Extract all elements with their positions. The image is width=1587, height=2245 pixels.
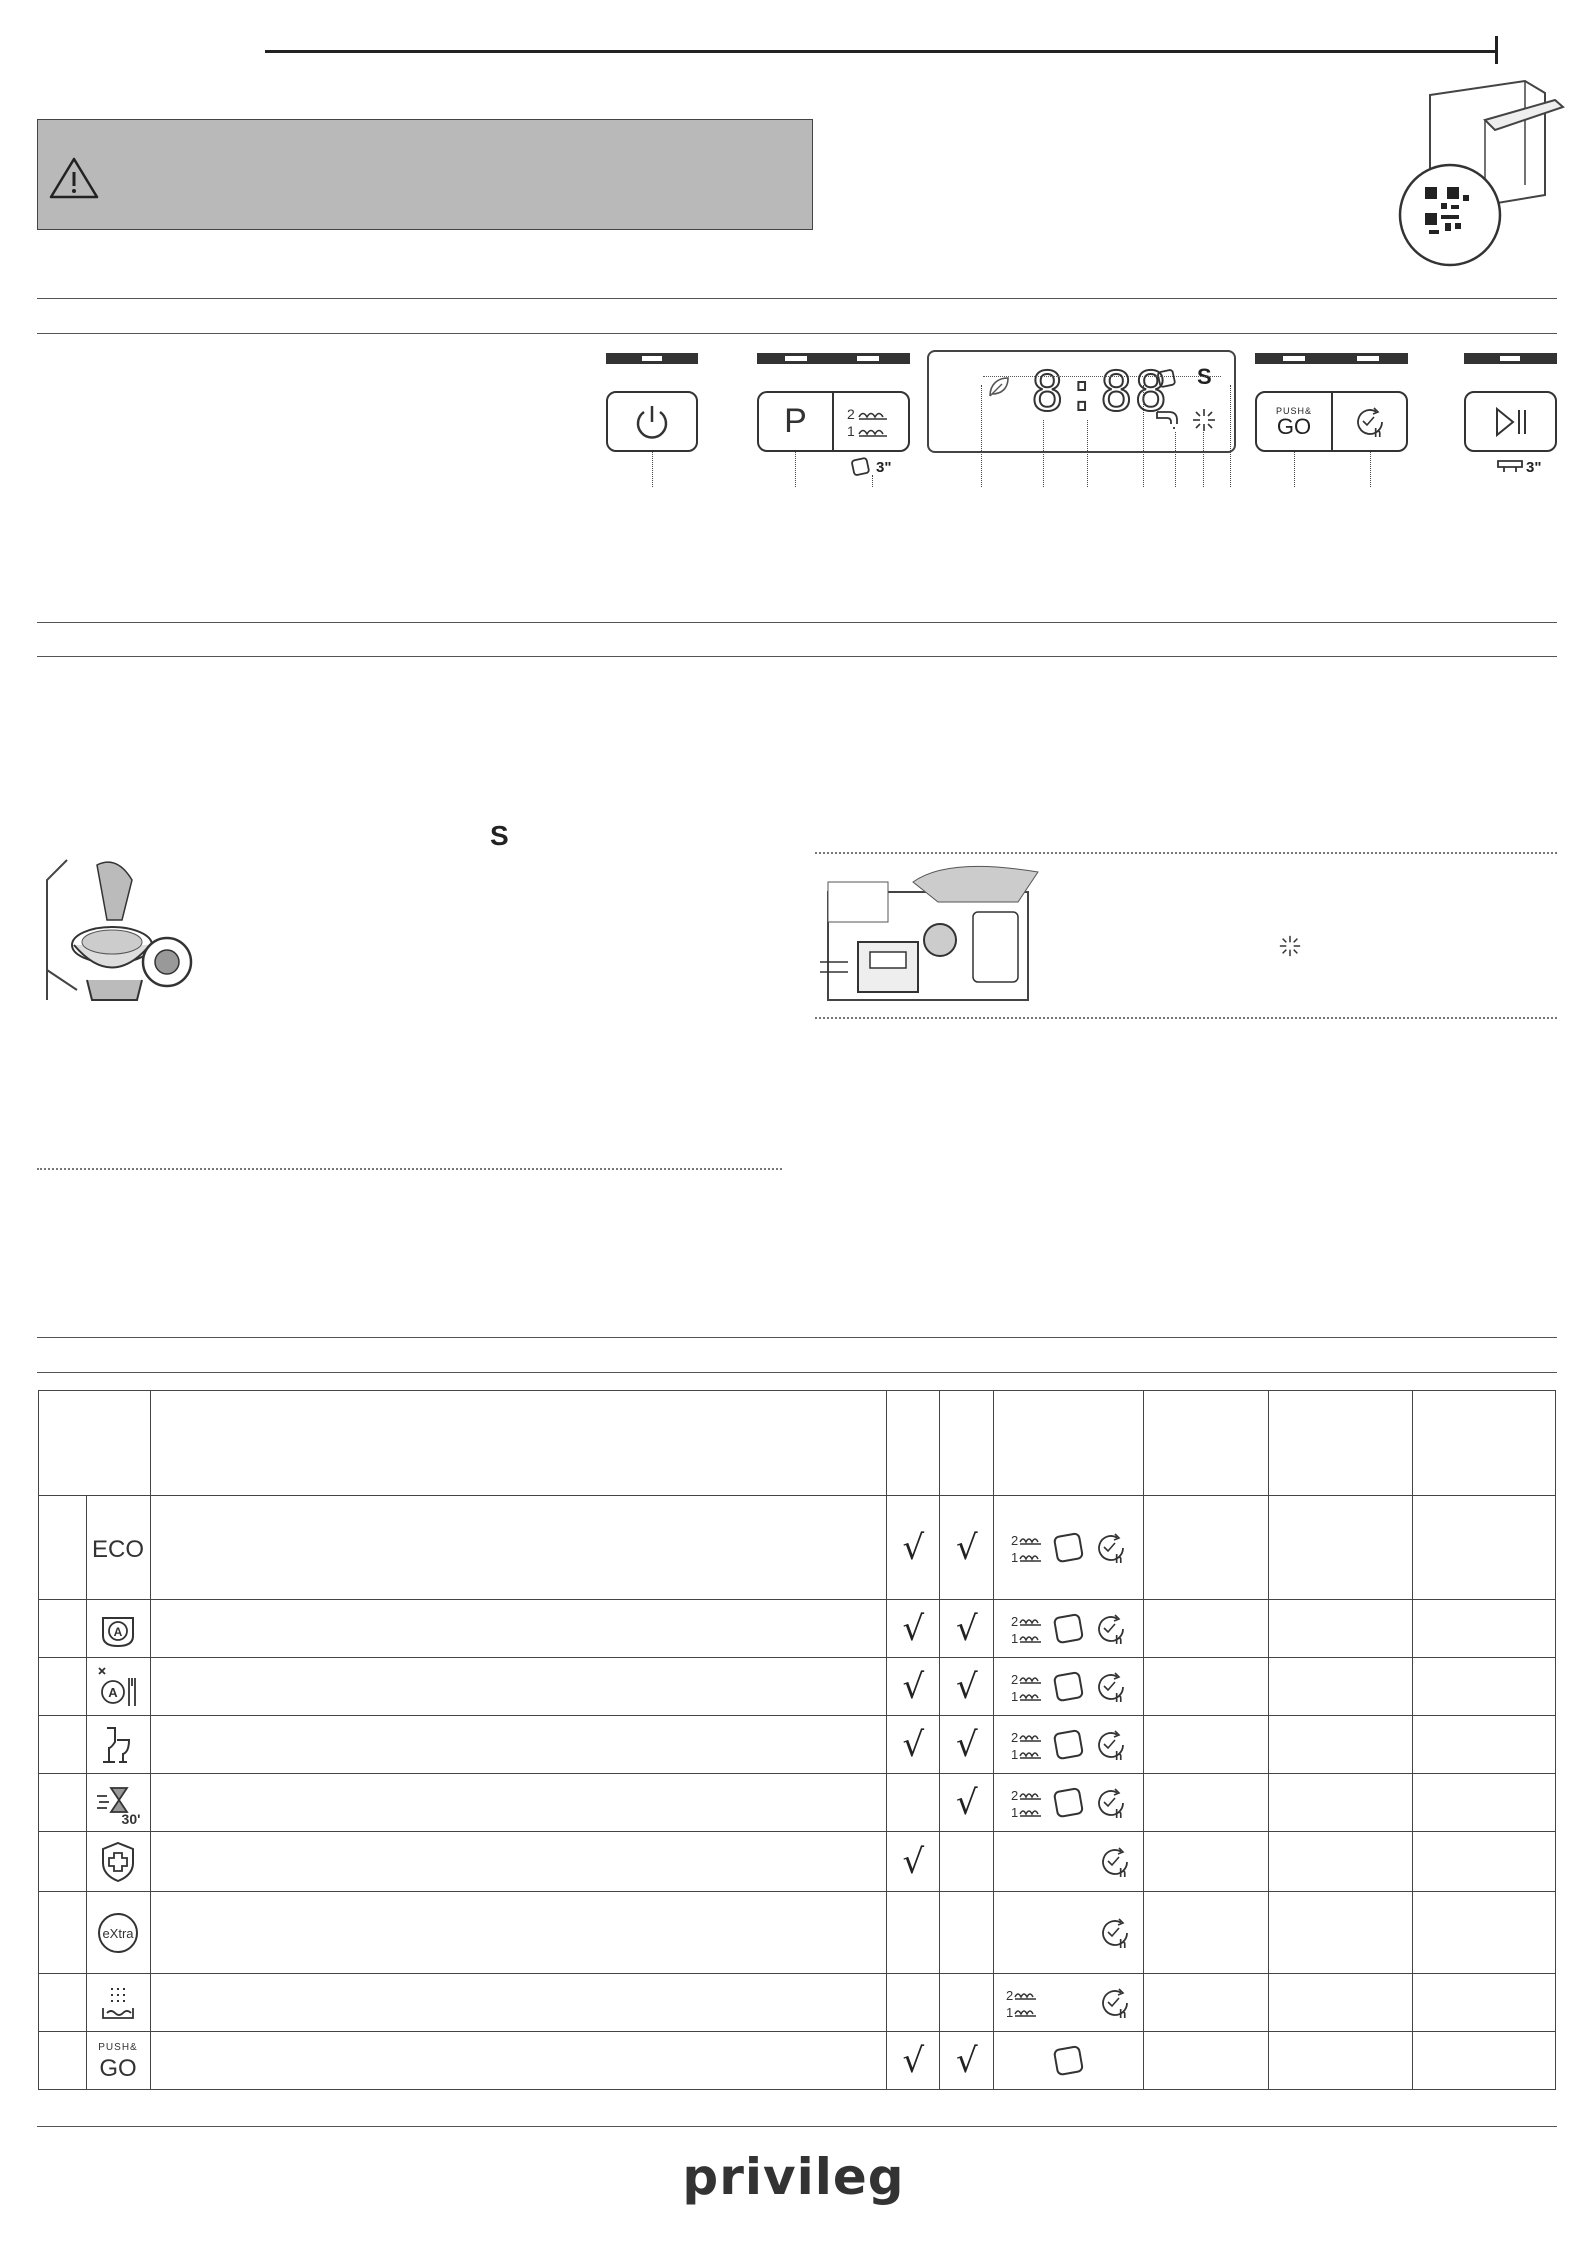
tablet-icon — [1051, 1611, 1087, 1647]
program-cap — [757, 353, 910, 364]
water-cell — [1269, 1892, 1413, 1974]
display-digits: 8:88 — [1031, 360, 1170, 423]
svg-text:h: h — [1114, 1806, 1123, 1821]
header-cell-col1 — [887, 1391, 940, 1496]
push-go-icon — [95, 2038, 141, 2084]
duration-cell — [1144, 1496, 1269, 1600]
section-rule-3 — [37, 622, 1557, 623]
extra-icon — [95, 1910, 141, 1956]
water-cell — [1269, 1774, 1413, 1832]
svg-text:30': 30' — [121, 1810, 141, 1827]
header-cell-energy — [1413, 1391, 1556, 1496]
svg-text:2: 2 — [847, 405, 855, 422]
table-row — [39, 1600, 1556, 1658]
energy-cell — [1413, 1496, 1556, 1600]
options-cell — [994, 1774, 1144, 1832]
check-cell-1: √ — [887, 1832, 940, 1892]
program-description-cell — [150, 1496, 886, 1600]
check-cell-1: √ — [887, 1600, 940, 1658]
energy-cell — [1413, 1658, 1556, 1716]
half-load-button[interactable] — [832, 391, 910, 452]
duration-cell — [1144, 1600, 1269, 1658]
salt-indicator: S — [1197, 364, 1212, 389]
half-load-icon — [1009, 1727, 1045, 1763]
tablet-indicator-icon — [1155, 368, 1179, 390]
callout-line-sparkle — [1203, 432, 1204, 487]
svg-text:PUSH&: PUSH& — [98, 2041, 139, 2053]
tablet-icon — [1051, 1727, 1087, 1763]
duration-cell — [1144, 1892, 1269, 1974]
svg-text:h: h — [1119, 2006, 1127, 2021]
tablet-hold-icon — [850, 456, 872, 478]
svg-text:h: h — [1373, 425, 1381, 440]
program-button-label: P — [784, 402, 807, 440]
section-rule-1 — [37, 298, 1557, 299]
check-cell-2: √ — [940, 1658, 994, 1716]
svg-text:2: 2 — [1010, 1613, 1019, 1629]
delay-timer-icon — [1352, 404, 1388, 440]
energy-cell — [1413, 1832, 1556, 1892]
duration-cell — [1144, 1658, 1269, 1716]
door-hold-icon — [1496, 458, 1524, 474]
svg-text:GO: GO — [99, 2054, 138, 2082]
check-cell-2: √ — [940, 2032, 994, 2090]
rinse-aid-top-rule — [815, 852, 1557, 854]
energy-cell — [1413, 1600, 1556, 1658]
callout-line-digits-2 — [1087, 420, 1088, 487]
half-load-icon — [1009, 1669, 1045, 1705]
water-cell — [1269, 1974, 1413, 2032]
program-description-cell — [150, 1832, 886, 1892]
callout-line-half-load — [872, 475, 873, 487]
play-pause-icon — [1491, 406, 1531, 438]
callout-line-rinse — [1175, 432, 1176, 487]
section-rule-2 — [37, 333, 1557, 334]
program-icon-cell — [86, 1716, 150, 1774]
program-description-cell — [150, 2032, 886, 2090]
svg-text:1: 1 — [1010, 1549, 1019, 1565]
row-number-cell — [39, 1774, 87, 1832]
duration-cell — [1144, 1774, 1269, 1832]
options-cell — [994, 1892, 1144, 1974]
eco-text-icon — [92, 1525, 145, 1571]
table-row — [39, 1716, 1556, 1774]
svg-text:eXtra: eXtra — [102, 1925, 134, 1941]
tablet-icon — [1051, 1785, 1087, 1821]
duration-cell — [1144, 1832, 1269, 1892]
display-dotted-frame — [983, 376, 1221, 377]
program-icon-cell — [86, 1774, 150, 1832]
program-button[interactable] — [757, 391, 834, 452]
tablet-icon — [1051, 1530, 1087, 1566]
water-cell — [1269, 1496, 1413, 1600]
options-cell — [994, 1974, 1144, 2032]
delay-timer-icon — [1097, 1844, 1133, 1880]
check-cell-1 — [887, 1892, 940, 1974]
svg-text:2: 2 — [1006, 1987, 1014, 2003]
half-load-icon — [845, 404, 897, 440]
tablet-icon — [1051, 2043, 1087, 2079]
program-description-cell — [150, 1774, 886, 1832]
program-description-cell — [150, 1658, 886, 1716]
table-row — [39, 1892, 1556, 1974]
svg-text:h: h — [1114, 1551, 1123, 1566]
callout-line-digits-1 — [1043, 420, 1044, 487]
table-header-row — [39, 1391, 1556, 1496]
check-cell-2 — [940, 1892, 994, 1974]
row-number-cell — [39, 1600, 87, 1658]
svg-text:1: 1 — [1010, 1804, 1019, 1820]
auto-program-icon — [95, 1606, 141, 1652]
check-cell-2: √ — [940, 1716, 994, 1774]
svg-text:2: 2 — [1010, 1671, 1019, 1687]
delay-timer-button[interactable] — [1331, 391, 1408, 452]
section-rule-6 — [37, 1372, 1557, 1373]
svg-text:h: h — [1119, 1936, 1127, 1951]
rinse-aid-bottom-rule — [815, 1017, 1557, 1019]
table-row — [39, 2032, 1556, 2090]
check-cell-2: √ — [940, 1496, 994, 1600]
callout-line-eco — [981, 385, 982, 487]
row-number-cell — [39, 1892, 87, 1974]
check-cell-1 — [887, 1974, 940, 2032]
quick-30-icon — [95, 1780, 141, 1826]
program-description-cell — [150, 1600, 886, 1658]
warning-box — [37, 119, 813, 230]
water-cell — [1269, 1658, 1413, 1716]
program-description-cell — [150, 1892, 886, 1974]
check-cell-2 — [940, 1832, 994, 1892]
energy-cell — [1413, 1892, 1556, 1974]
check-cell-1 — [887, 1774, 940, 1832]
row-number-cell — [39, 2032, 87, 2090]
svg-text:2: 2 — [1010, 1787, 1019, 1803]
delay-timer-icon — [1093, 1611, 1129, 1647]
glass-care-icon — [95, 1722, 141, 1768]
check-cell-2: √ — [940, 1600, 994, 1658]
auto-sparkle-cutlery-icon — [95, 1664, 141, 1710]
energy-cell — [1413, 1974, 1556, 2032]
warning-triangle-icon — [48, 156, 100, 200]
power-button[interactable] — [606, 391, 698, 452]
half-load-icon — [1004, 1985, 1040, 2021]
start-cap — [1464, 353, 1557, 364]
options-cell — [994, 2032, 1144, 2090]
section-rule-4 — [37, 656, 1557, 657]
header-cell-program — [39, 1391, 151, 1496]
row-number-cell — [39, 1974, 87, 2032]
callout-line-power — [652, 452, 653, 487]
header-cell-water — [1269, 1391, 1413, 1496]
half-load-icon — [1009, 1530, 1045, 1566]
callout-line-program — [795, 452, 796, 487]
tablet-icon — [1051, 1669, 1087, 1705]
svg-text:h: h — [1114, 1632, 1123, 1647]
rinse-aid-sparkle-icon — [1278, 934, 1302, 958]
program-description-cell — [150, 1716, 886, 1774]
header-cell-options — [994, 1391, 1144, 1496]
energy-cell — [1413, 1774, 1556, 1832]
push-go-label-top: PUSH& — [1275, 405, 1312, 416]
rinse-aid-tap-icon — [1155, 406, 1183, 430]
programs-table — [38, 1390, 1556, 2090]
duration-cell — [1144, 1716, 1269, 1774]
delay-timer-icon — [1097, 1985, 1133, 2021]
svg-text:A: A — [108, 1684, 119, 1700]
table-row — [39, 1496, 1556, 1600]
svg-text:h: h — [1119, 1865, 1127, 1880]
svg-text:2: 2 — [1010, 1532, 1019, 1548]
svg-text:1: 1 — [847, 422, 855, 439]
svg-text:1: 1 — [1010, 1630, 1019, 1646]
brand-logo: privileg — [682, 2148, 905, 2206]
svg-text:h: h — [1114, 1690, 1123, 1705]
callout-line-delay — [1370, 452, 1371, 487]
push-go-cap — [1255, 353, 1408, 364]
top-rule — [265, 50, 1497, 53]
table-row — [39, 1974, 1556, 2032]
water-cell — [1269, 1600, 1413, 1658]
delay-timer-icon — [1097, 1915, 1133, 1951]
duration-cell — [1144, 1974, 1269, 2032]
start-pause-button[interactable] — [1464, 391, 1557, 452]
duration-cell — [1144, 2032, 1269, 2090]
svg-text:ECO: ECO — [92, 1535, 145, 1563]
push-go-label-bottom: GO — [1276, 413, 1312, 439]
prewash-icon — [95, 1980, 141, 2026]
delay-timer-icon — [1093, 1669, 1129, 1705]
push-go-button[interactable] — [1255, 391, 1333, 452]
options-cell — [994, 1496, 1144, 1600]
top-rule-tick — [1495, 36, 1498, 64]
softener-dotted-rule — [37, 1168, 782, 1170]
salt-filling-illustration — [37, 850, 217, 1010]
delay-timer-icon — [1093, 1530, 1129, 1566]
check-cell-1: √ — [887, 1716, 940, 1774]
callout-line-salt — [1230, 385, 1231, 487]
program-icon-cell — [86, 1892, 150, 1974]
energy-cell — [1413, 2032, 1556, 2090]
tablet-hold-label: 3" — [876, 459, 892, 476]
row-number-cell — [39, 1496, 87, 1600]
program-description-cell — [150, 1974, 886, 2032]
table-row — [39, 1658, 1556, 1716]
dishwasher-qr-illustration — [1385, 75, 1570, 275]
water-cell — [1269, 2032, 1413, 2090]
check-cell-2: √ — [940, 1774, 994, 1832]
check-cell-2 — [940, 1974, 994, 2032]
row-number-cell — [39, 1716, 87, 1774]
power-icon — [632, 402, 672, 442]
hygiene-shield-icon — [95, 1839, 141, 1885]
water-cell — [1269, 1832, 1413, 1892]
callout-line-tablet — [1143, 385, 1144, 487]
half-load-icon — [1009, 1785, 1045, 1821]
options-cell — [994, 1658, 1144, 1716]
delay-timer-icon — [1093, 1785, 1129, 1821]
svg-text:1: 1 — [1010, 1746, 1019, 1762]
program-icon-cell — [86, 1658, 150, 1716]
eco-leaf-icon — [986, 374, 1012, 400]
svg-text:h: h — [1114, 1748, 1123, 1763]
power-cap — [606, 353, 698, 364]
salt-symbol: S — [490, 820, 509, 851]
program-icon-cell — [86, 1496, 150, 1600]
options-cell — [994, 1832, 1144, 1892]
table-row — [39, 1832, 1556, 1892]
program-icon-cell — [86, 1974, 150, 2032]
header-cell-col2 — [940, 1391, 994, 1496]
half-load-icon — [1009, 1611, 1045, 1647]
svg-text:2: 2 — [1010, 1729, 1019, 1745]
options-cell — [994, 1716, 1144, 1774]
program-icon-cell — [86, 2032, 150, 2090]
delay-timer-icon — [1093, 1727, 1129, 1763]
svg-text:1: 1 — [1006, 2004, 1014, 2020]
section-rule-5 — [37, 1337, 1557, 1338]
row-number-cell — [39, 1832, 87, 1892]
callout-line-push-go — [1294, 452, 1295, 487]
start-hold-label: 3" — [1526, 459, 1542, 476]
header-cell-duration — [1144, 1391, 1269, 1496]
footer-rule — [37, 2126, 1557, 2127]
energy-cell — [1413, 1716, 1556, 1774]
row-number-cell — [39, 1658, 87, 1716]
program-icon-cell — [86, 1832, 150, 1892]
water-cell — [1269, 1716, 1413, 1774]
control-display — [927, 350, 1236, 453]
options-cell — [994, 1600, 1144, 1658]
sparkle-indicator-icon — [1191, 407, 1217, 433]
svg-text:A: A — [114, 1624, 123, 1639]
svg-text:1: 1 — [1010, 1688, 1019, 1704]
program-icon-cell — [86, 1600, 150, 1658]
check-cell-1: √ — [887, 2032, 940, 2090]
header-cell-description — [150, 1391, 886, 1496]
check-cell-1: √ — [887, 1496, 940, 1600]
check-cell-1: √ — [887, 1658, 940, 1716]
table-row — [39, 1774, 1556, 1832]
rinse-aid-illustration — [818, 862, 1043, 1010]
